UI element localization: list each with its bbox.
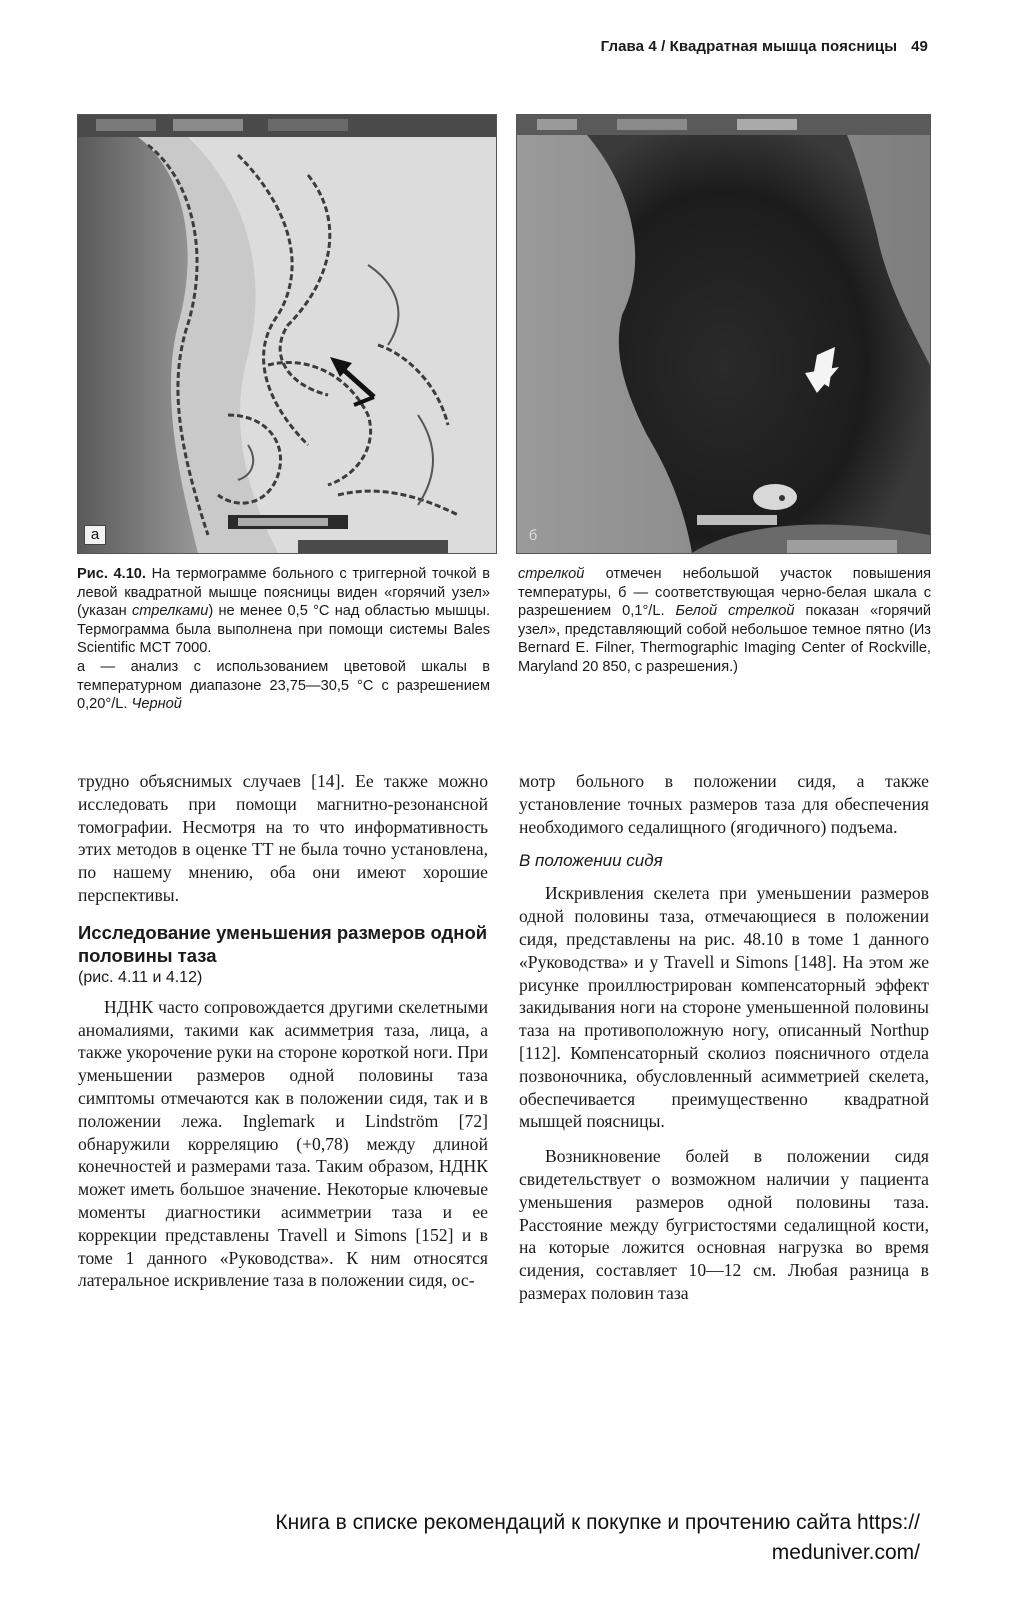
- paragraph: Возникновение болей в положении сидя свидетельствует о возможном наличии у пациента уменьшения размеров одной половины таза. Расстояние между бугристостями седалищной кости, на которые ложится основная нагрузка во время сидения, составляет 10—12 см. Любая разница в размерах половин таза: [519, 1146, 929, 1303]
- paragraph: НДНК часто сопровождается другими скелетными аномалиями, такими как асимметрия таза, лица, а также укорочение руки на стороне короткой ноги. При уменьшении размеров одной половины таза симптомы отмечаются как в положении сидя, так и в положении лежа. Inglemark и Lindström [72] обнаружили корреляцию (+0,78) между длиной конечностей и размерами таза. Таким образом, НДНК может иметь большое значение. Некоторые ключевые моменты диагностики асимметрии таза и ее коррекции представлены Travell и Simons [152] и в томе 1 данного «Руководства». К ним относятся латеральное искривление таза в положении сидя, ос-: [78, 996, 488, 1291]
- caption-italic: Черной: [131, 696, 182, 713]
- footer-note: [160, 1508, 920, 1568]
- footer-line-1: Книга в списке рекомендаций к покупке и прочтению сайта https://: [275, 1511, 920, 1534]
- figure-number: Рис. 4.10.: [77, 566, 146, 582]
- figure-caption-right: [518, 565, 931, 677]
- figure-caption-left: [77, 565, 490, 714]
- caption-text: а — анализ с использованием цветовой шкалы в температурном диапазоне 23,75—30,5 °C с разрешением 0,20°/L.: [77, 658, 490, 713]
- caption-text: показан «горячий узел», представляющий собой небольшое темное пятно (Из Bernard E. Filner, Thermographic Imaging Center of Rockville, Maryland 20 850, с разрешения.): [518, 603, 931, 675]
- thermogram-a-image: [78, 115, 496, 553]
- panel-label-a: а: [84, 525, 106, 545]
- paragraph: мотр больного в положении сидя, а также установление точных размеров таза для обеспечения необходимого седалищного (ягодичного) подъема.: [519, 771, 929, 837]
- running-header: [60, 38, 928, 55]
- page-number: 49: [911, 38, 928, 55]
- paragraph: трудно объяснимых случаев [14]. Ее также можно исследовать при помощи магнитно-резонансной томографии. Несмотря на то что информативность этих методов в оценке ТТ не была точно установлена, по нашему мнению, оба они имеют хорошие перспективы.: [78, 771, 488, 905]
- caption-text: На термограмме больного с триггерной точкой в левой квадратной мышце поясницы виден «горячий узел» (указан: [77, 566, 490, 620]
- paragraph: Искривления скелета при уменьшении размеров одной половины таза, отмечающиеся в положении сидя, представлены на рис. 48.10 в томе 1 данного «Руководства» и у Travell и Simons [148]. На этом же рисунке проиллюстрирован компенсаторный эффект закидывания ноги на стороне уменьшенной половины таза на противоположную ногу, описанный Northup [112]. Компенсаторный сколиоз поясничного отдела позвоночника, обусловленный асимметрией скелета, обеспечивается преимущественно квадратной мышцей поясницы.: [519, 883, 929, 1132]
- caption-text: отмечен небольшой участок повышения температуры, б — соответствующая черно-белая шкала с разрешением 0,1°/L.: [518, 566, 931, 620]
- caption-italic: Белой стрелкой: [675, 603, 795, 620]
- caption-italic: стрелками: [131, 603, 209, 620]
- footer-line-2: meduniver.com/: [771, 1541, 920, 1564]
- body-column-left: [78, 770, 488, 1292]
- subsection-heading: В положении сидя: [519, 851, 663, 871]
- thermogram-panel-a: [77, 114, 497, 554]
- section-heading: Исследование уменьшения размеров одной половины таза: [78, 921, 488, 966]
- thermogram-b-image: [517, 115, 930, 553]
- panel-label-b: б: [528, 527, 538, 544]
- thermogram-panel-b: [516, 114, 931, 554]
- caption-text: ) не менее 0,5 °C над областью мышцы. Термограмма была выполнена при помощи системы Bales Scientific MCT 7000.: [77, 603, 490, 657]
- running-title: Глава 4 / Квадратная мышца поясницы: [600, 38, 898, 55]
- section-figure-reference: (рис. 4.11 и 4.12): [78, 968, 203, 986]
- body-column-right: [519, 770, 929, 1305]
- caption-italic: стрелкой: [518, 566, 585, 582]
